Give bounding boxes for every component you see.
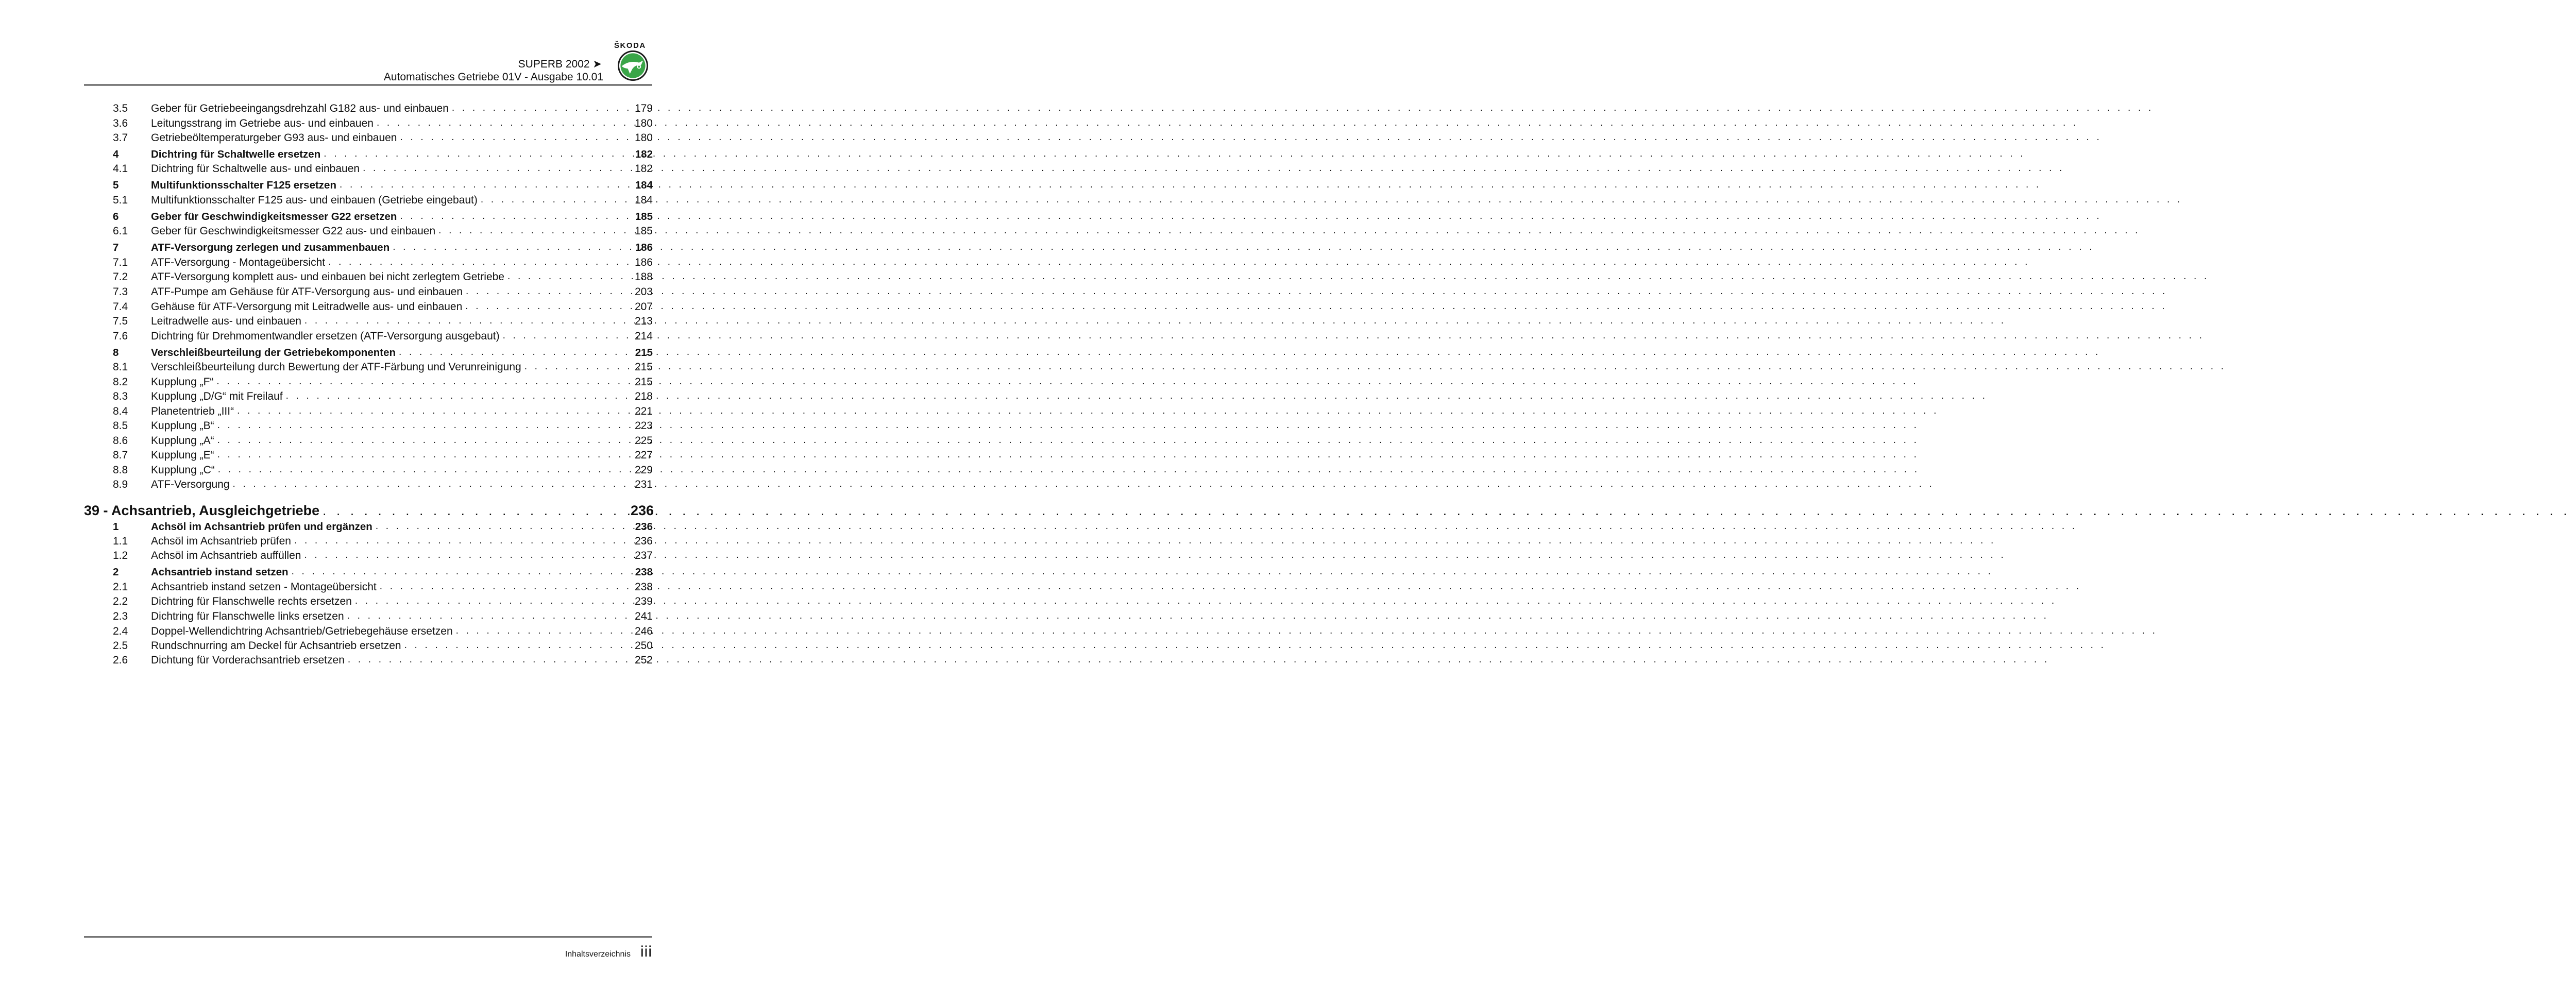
toc-entry[interactable]	[0, 479, 699, 493]
toc-entry-number: 7.3	[113, 286, 128, 298]
toc-entry-page: 182	[634, 163, 653, 175]
toc-entry-title: Verschleißbeurteilung durch Bewertung der ATF-Färbung und Verunreinigung	[151, 361, 521, 373]
toc-entry-title: Gehäuse für ATF-Versorgung mit Leitradwelle aus- und einbauen	[151, 301, 463, 313]
toc-entry-number: 8	[113, 347, 119, 359]
toc-dot-leader	[340, 179, 2041, 192]
toc-entry-title: Multifunktionsschalter F125 aus- und einbauen (Getriebe eingebaut)	[151, 194, 478, 206]
toc-entry-line	[151, 132, 632, 144]
toc-entry-line	[84, 503, 632, 519]
toc-entry-title: Kupplung „F“	[151, 376, 214, 388]
toc-entry[interactable]	[0, 148, 699, 163]
toc-entry[interactable]	[0, 315, 699, 330]
toc-entry[interactable]	[0, 361, 699, 376]
footer-section-label: Inhaltsverzeichnis	[565, 950, 631, 959]
toc-entry-number: 3.7	[113, 132, 128, 144]
toc-entry-number: 4.1	[113, 163, 128, 175]
toc-entry-page: 236	[630, 503, 654, 518]
toc-entry-line	[151, 464, 632, 476]
toc-entry[interactable]	[0, 435, 699, 449]
toc-entry-line	[151, 271, 632, 283]
toc-dot-leader	[400, 211, 2102, 223]
toc-entry-page: 186	[635, 242, 653, 253]
toc-entry-number: 8.5	[113, 420, 128, 432]
toc-entry-page: 225	[634, 435, 653, 447]
toc-dot-leader	[399, 347, 2100, 359]
toc-entry-title: Leitradwelle aus- und einbauen	[151, 315, 301, 327]
toc-entry-page: 250	[634, 640, 653, 652]
toc-entry-number: 2.6	[113, 654, 128, 666]
toc-dot-leader	[438, 225, 2140, 237]
toc-entry-title: Rundschnurring am Deckel für Achsantrieb ersetzen	[151, 640, 401, 652]
toc-entry-number: 1.2	[113, 550, 128, 561]
toc-entry-line	[151, 521, 632, 533]
toc-entry[interactable]	[0, 420, 699, 434]
toc-entry-page: 221	[634, 405, 653, 417]
toc-entry[interactable]	[0, 117, 699, 132]
toc-entry-page: 241	[634, 610, 653, 622]
toc-entry-number: 2.5	[113, 640, 128, 652]
toc-entry-number: 2.3	[113, 610, 128, 622]
toc-entry[interactable]	[0, 271, 699, 285]
toc-entry-page: 207	[634, 301, 653, 313]
toc-entry-number: 5	[113, 179, 119, 191]
toc-entry-page: 231	[634, 479, 653, 490]
toc-dot-leader	[348, 654, 2049, 667]
toc-entry-number: 2.2	[113, 595, 128, 607]
toc-entry[interactable]	[0, 625, 699, 640]
toc-entry-line	[151, 625, 632, 638]
toc-dot-leader	[292, 566, 1993, 578]
toc-entry-title: ATF-Versorgung zerlegen und zusammenbauen	[151, 242, 390, 253]
toc-entry[interactable]	[0, 595, 699, 610]
toc-entry[interactable]	[0, 640, 699, 654]
toc-entry-title: Kupplung „A“	[151, 435, 214, 447]
toc-entry-number: 8.7	[113, 449, 128, 461]
toc-entry-number: 8.9	[113, 479, 128, 490]
toc-dot-leader	[400, 132, 2102, 144]
toc-entry-line	[151, 347, 632, 359]
toc-entry-line	[151, 405, 632, 418]
toc-entry-title: Leitungsstrang im Getriebe aus- und einbauen	[151, 117, 374, 129]
toc-entry-line	[151, 449, 632, 462]
toc-entry[interactable]	[0, 566, 699, 581]
toc-entry-page: 236	[634, 535, 653, 547]
toc-entry[interactable]	[0, 390, 699, 405]
toc-entry-title: Dichtring für Flanschwelle links ersetzen	[151, 610, 344, 622]
toc-entry-number: 2.4	[113, 625, 128, 637]
toc-entry-title: Dichtring für Schaltwelle aus- und einbauen	[151, 163, 360, 175]
toc-entry-number: 7	[113, 242, 119, 253]
toc-entry-title: Dichtring für Drehmomentwandler ersetzen (ATF-Versorgung ausgebaut)	[151, 330, 500, 342]
toc-entry-title: ATF-Pumpe am Gehäuse für ATF-Versorgung aus- und einbauen	[151, 286, 463, 298]
toc-dot-leader	[503, 330, 2205, 343]
toc-chapter-entry[interactable]	[0, 503, 699, 520]
toc-entry[interactable]	[0, 286, 699, 300]
toc-entry-number: 7.4	[113, 301, 128, 313]
toc-entry-number: 3.5	[113, 103, 128, 114]
toc-entry-title: Verschleißbeurteilung der Getriebekomponenten	[151, 347, 396, 359]
toc-entry-page: 180	[634, 117, 653, 129]
toc-entry[interactable]	[0, 257, 699, 271]
footer-rule	[84, 936, 652, 937]
toc-entry-title: 39 - Achsantrieb, Ausgleichgetriebe	[84, 503, 320, 518]
toc-entry-line	[151, 286, 632, 298]
toc-entry-line	[151, 376, 632, 388]
toc-entry-page: 252	[634, 654, 653, 666]
toc-entry-page: 182	[635, 148, 653, 160]
toc-entry[interactable]	[0, 449, 699, 464]
toc-entry-number: 8.3	[113, 390, 128, 402]
toc-entry[interactable]	[0, 103, 699, 117]
toc-dot-leader	[294, 535, 1996, 548]
toc-entry-line	[151, 654, 632, 667]
toc-entry-line	[151, 257, 632, 269]
toc-entry-page: 185	[634, 225, 653, 237]
toc-entry-line	[151, 179, 632, 192]
toc-entry-page: 215	[634, 376, 653, 388]
toc-entry[interactable]	[0, 163, 699, 177]
toc-entry-number: 6	[113, 211, 119, 223]
toc-entry-line	[151, 361, 632, 373]
toc-entry[interactable]	[0, 242, 699, 256]
toc-dot-leader	[233, 479, 1935, 491]
toc-entry-title: Achsantrieb instand setzen - Montageübersicht	[151, 581, 377, 593]
toc-entry-page: 223	[634, 420, 653, 432]
toc-dot-leader	[324, 148, 2025, 161]
toc-entry-title: Achsöl im Achsantrieb prüfen	[151, 535, 291, 547]
brand-wordmark: ŠKODA	[614, 41, 646, 50]
toc-entry-page: 237	[634, 550, 653, 561]
toc-entry[interactable]	[0, 211, 699, 225]
toc-entry-line	[151, 117, 632, 130]
toc-entry-page: 215	[635, 347, 653, 359]
toc-entry-line	[151, 103, 632, 115]
toc-dot-leader	[376, 521, 2077, 533]
skoda-logo-icon	[617, 49, 649, 82]
toc-entry[interactable]	[0, 225, 699, 240]
toc-entry[interactable]	[0, 535, 699, 550]
toc-entry-page: 213	[634, 315, 653, 327]
toc-entry-title: Kupplung „B“	[151, 420, 214, 432]
toc-entry-number: 8.1	[113, 361, 128, 373]
footer-page-number: iii	[640, 943, 652, 960]
toc-dot-leader	[363, 163, 2064, 175]
toc-entry[interactable]	[0, 550, 699, 564]
toc-entry-number: 1.1	[113, 535, 128, 547]
toc-entry-line	[151, 148, 632, 161]
toc-dot-leader	[456, 625, 2158, 638]
toc-dot-leader	[304, 315, 2006, 328]
toc-dot-leader	[217, 435, 1919, 447]
toc-entry[interactable]	[0, 179, 699, 194]
toc-entry-line	[151, 479, 632, 491]
toc-entry-title: Achsöl im Achsantrieb prüfen und ergänzen	[151, 521, 372, 533]
toc-entry-title: Planetentrieb „III“	[151, 405, 234, 417]
toc-dot-leader	[328, 257, 2030, 269]
toc-entry-title: Doppel-Wellendichtring Achsantrieb/Getriebegehäuse ersetzen	[151, 625, 453, 637]
toc-entry-page: 227	[634, 449, 653, 461]
toc-dot-leader	[323, 503, 2576, 519]
toc-entry-line	[151, 610, 632, 623]
toc-entry-line	[151, 566, 632, 578]
toc-entry-page: 246	[634, 625, 653, 637]
toc-entry-title: Getriebeöltemperaturgeber G93 aus- und einbauen	[151, 132, 397, 144]
toc-dot-leader	[524, 361, 2226, 373]
toc-entry-page: 238	[635, 566, 653, 578]
toc-entry[interactable]	[0, 376, 699, 390]
toc-entry[interactable]	[0, 194, 699, 209]
header-model: SUPERB 2002 ➤	[518, 58, 602, 70]
toc-entry[interactable]	[0, 347, 699, 361]
toc-entry-number: 8.4	[113, 405, 128, 417]
toc-dot-leader	[304, 550, 2006, 562]
toc-entry[interactable]	[0, 654, 699, 669]
toc-dot-leader	[377, 117, 2078, 130]
toc-dot-leader	[217, 449, 1919, 462]
toc-entry-page: 188	[634, 271, 653, 283]
toc-entry-page: 239	[634, 595, 653, 607]
toc-entry-title: Achsantrieb instand setzen	[151, 566, 289, 578]
toc-entry[interactable]	[0, 610, 699, 625]
toc-entry-title: ATF-Versorgung	[151, 479, 230, 490]
toc-entry-line	[151, 581, 632, 593]
toc-entry-number: 2.1	[113, 581, 128, 593]
toc-dot-leader	[466, 286, 2167, 298]
toc-entry-number: 5.1	[113, 194, 128, 206]
toc-entry-line	[151, 420, 632, 432]
toc-dot-leader	[481, 194, 2182, 207]
toc-entry-number: 7.6	[113, 330, 128, 342]
toc-entry[interactable]	[0, 581, 699, 595]
toc-entry-line	[151, 330, 632, 343]
toc-entry-number: 4	[113, 148, 119, 160]
toc-entry-line	[151, 595, 632, 608]
toc-entry[interactable]	[0, 132, 699, 146]
toc-entry-number: 6.1	[113, 225, 128, 237]
toc-entry-page: 238	[634, 581, 653, 593]
toc-entry-title: Geber für Geschwindigkeitsmesser G22 ersetzen	[151, 211, 397, 223]
toc-entry-title: Geber für Geschwindigkeitsmesser G22 aus- und einbauen	[151, 225, 436, 237]
toc-entry-title: Multifunktionsschalter F125 ersetzen	[151, 179, 336, 191]
toc-entry-page: 236	[635, 521, 653, 533]
toc-entry-number: 8.8	[113, 464, 128, 476]
toc-entry-line	[151, 301, 632, 313]
toc-entry-page: 185	[635, 211, 653, 223]
toc-entry-page: 203	[634, 286, 653, 298]
toc-dot-leader	[507, 271, 2209, 283]
toc-entry-number: 7.2	[113, 271, 128, 283]
toc-entry-title: Achsöl im Achsantrieb auffüllen	[151, 550, 301, 561]
toc-entry-line	[151, 550, 632, 562]
toc-entry[interactable]	[0, 405, 699, 420]
toc-entry[interactable]	[0, 521, 699, 535]
toc-entry-number: 1	[113, 521, 119, 533]
toc-entry-line	[151, 163, 632, 175]
toc-entry-number: 3.6	[113, 117, 128, 129]
toc-entry-page: 184	[635, 179, 653, 191]
toc-entry-line	[151, 211, 632, 223]
toc-dot-leader	[216, 376, 1918, 388]
toc-entry-title: Kupplung „E“	[151, 449, 214, 461]
toc-entry-number: 8.2	[113, 376, 128, 388]
toc-entry-number: 7.5	[113, 315, 128, 327]
toc-entry-line	[151, 435, 632, 447]
toc-entry-title: Geber für Getriebeeingangsdrehzahl G182 aus- und einbauen	[151, 103, 449, 114]
toc-entry[interactable]	[0, 301, 699, 315]
toc-entry-page: 179	[634, 103, 653, 114]
toc-entry-line	[151, 390, 632, 403]
toc-entry-page: 215	[634, 361, 653, 373]
toc-dot-leader	[237, 405, 1939, 418]
toc-entry-title: Kupplung „C“	[151, 464, 215, 476]
toc-dot-leader	[217, 420, 1919, 432]
toc-dot-leader	[355, 595, 2057, 608]
toc-entry[interactable]	[0, 330, 699, 345]
toc-entry-line	[151, 242, 632, 254]
toc-entry-line	[151, 315, 632, 328]
toc-entry-title: Kupplung „D/G“ mit Freilauf	[151, 390, 283, 402]
toc-entry-title: Dichtring für Schaltwelle ersetzen	[151, 148, 321, 160]
toc-entry-line	[151, 535, 632, 548]
toc-dot-leader	[286, 390, 1988, 403]
toc-entry-title: Dichtring für Flanschwelle rechts ersetzen	[151, 595, 352, 607]
toc-entry-page: 214	[634, 330, 653, 342]
header-rule	[84, 84, 652, 86]
header-subtitle: Automatisches Getriebe 01V - Ausgabe 10.01	[383, 71, 603, 83]
toc-entry-number: 7.1	[113, 257, 128, 268]
toc-entry-page: 218	[634, 390, 653, 402]
toc-entry-line	[151, 225, 632, 237]
toc-dot-leader	[347, 610, 2049, 623]
toc-entry-number: 2	[113, 566, 119, 578]
toc-entry-line	[151, 640, 632, 652]
toc-entry-line	[151, 194, 632, 207]
toc-entry-page: 180	[634, 132, 653, 144]
toc-dot-leader	[465, 301, 2167, 313]
toc-entry-page: 229	[634, 464, 653, 476]
toc-entry-page: 186	[634, 257, 653, 268]
toc-entry-page: 184	[634, 194, 653, 206]
toc-entry-number: 8.6	[113, 435, 128, 447]
toc-dot-leader	[218, 464, 1920, 476]
toc-entry[interactable]	[0, 464, 699, 479]
toc-entry-title: Dichtung für Vorderachsantrieb ersetzen	[151, 654, 345, 666]
toc-dot-leader	[404, 640, 2106, 652]
toc-entry-title: ATF-Versorgung komplett aus- und einbauen bei nicht zerlegtem Getriebe	[151, 271, 504, 283]
toc-entry-title: ATF-Versorgung - Montageübersicht	[151, 257, 326, 268]
toc-dot-leader	[452, 103, 2154, 115]
